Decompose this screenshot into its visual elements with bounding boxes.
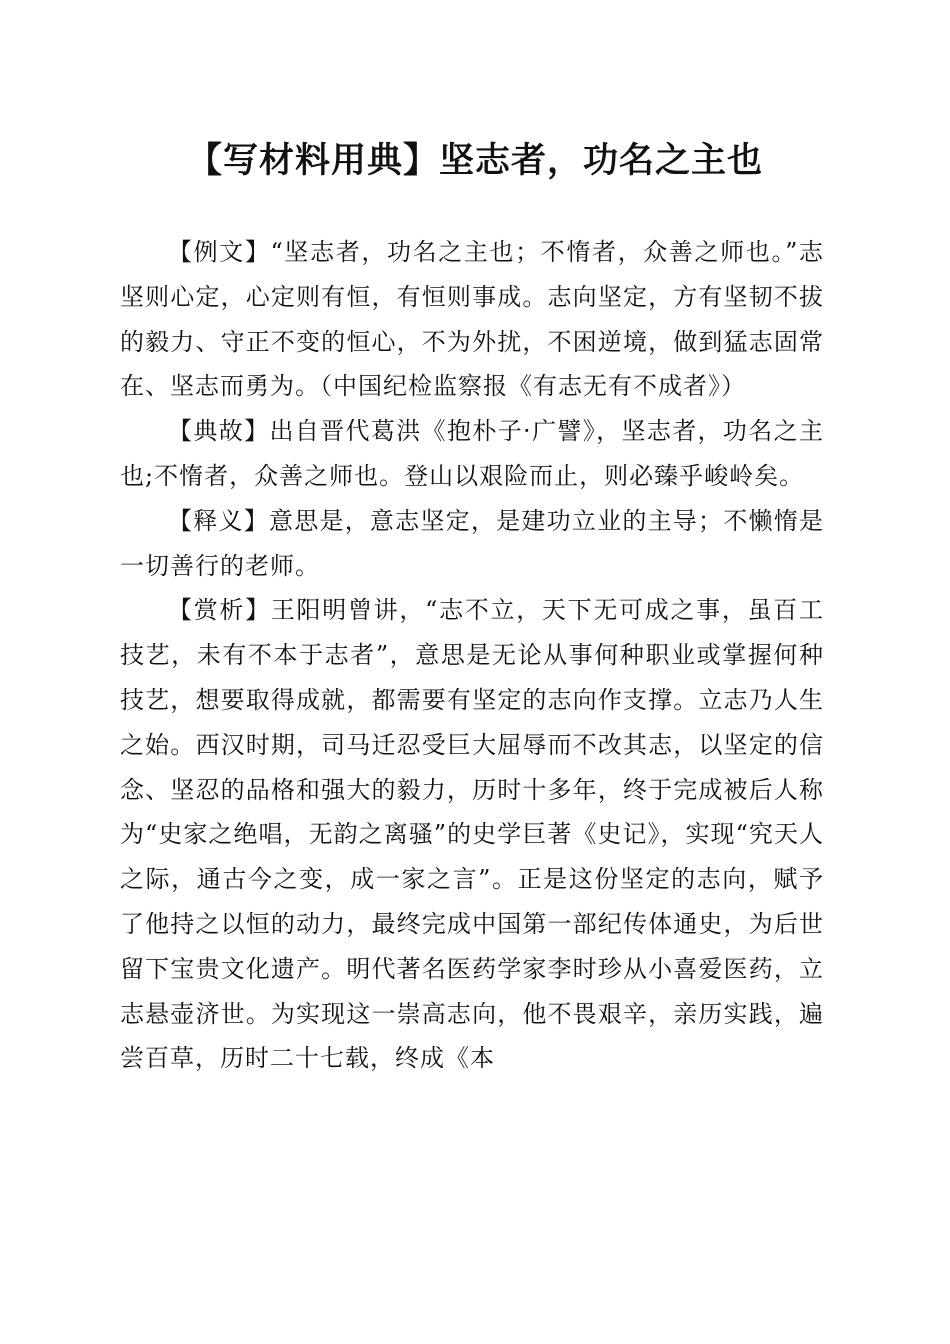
paragraph-text-meaning: 意思是，意志坚定，是建功立业的主导；不懒惰是一切善行的老师。 xyxy=(120,506,825,580)
paragraph-text-analysis: 王阳明曾讲，“志不立，天下无可成之事，虽百工技艺，未有不本于志者”，意思是无论从事何种职业或掌握何种技艺，想要取得成就，都需要有坚定的志向作支撑。立志乃人生之始。西汉时期，司马迁忍受巨大屈辱而不改其志，以坚定的信念、坚忍的品格和强大的毅力，历时十多年，终于完成被后人称为“史家之绝唱，无韵之离骚”的史学巨著《史记》，实现“究天人之际，通古今之变，成一家之言”。正是这份坚定的志向，赋予了他持之以恒的动力，最终完成中国第一部纪传体通史，为后世留下宝贵文化遗产。明代著名医药学家李时珍从小喜爱医药，立志悬壶济世。为实现这一崇高志向，他不畏艰辛，亲历实践，遍尝百草，历时二十七载，终成《本 xyxy=(120,596,824,1073)
section-tag-analysis: 【赏析】 xyxy=(168,596,271,625)
section-tag-meaning: 【释义】 xyxy=(168,506,269,535)
paragraph-meaning xyxy=(120,499,824,589)
section-tag-example: 【例文】 xyxy=(168,238,271,266)
paragraph-analysis xyxy=(120,588,824,1081)
section-tag-allusion: 【典故】 xyxy=(168,417,270,446)
paragraph-example xyxy=(120,230,824,409)
paragraph-text-allusion: 出自晋代葛洪《抱朴子·广譬》，坚志者，功名之主也;不惰者，众善之师也。登山以艰险而止，则必臻乎峻岭矣。 xyxy=(120,417,824,490)
document-body xyxy=(120,230,824,1081)
paragraph-text-example: “坚志者，功名之主也；不惰者，众善之师也。”志坚则心定，心定则有恒，有恒则事成。志向坚定，方有坚韧不拔的毅力、守正不变的恒心，不为外扰，不困逆境，做到猛志固常在、坚志而勇为。（中国纪检监察报《有志无有不成者》） xyxy=(120,238,824,401)
document-title: 【写材料用典】坚志者，功名之主也 xyxy=(186,141,763,181)
paragraph-allusion xyxy=(120,409,824,499)
